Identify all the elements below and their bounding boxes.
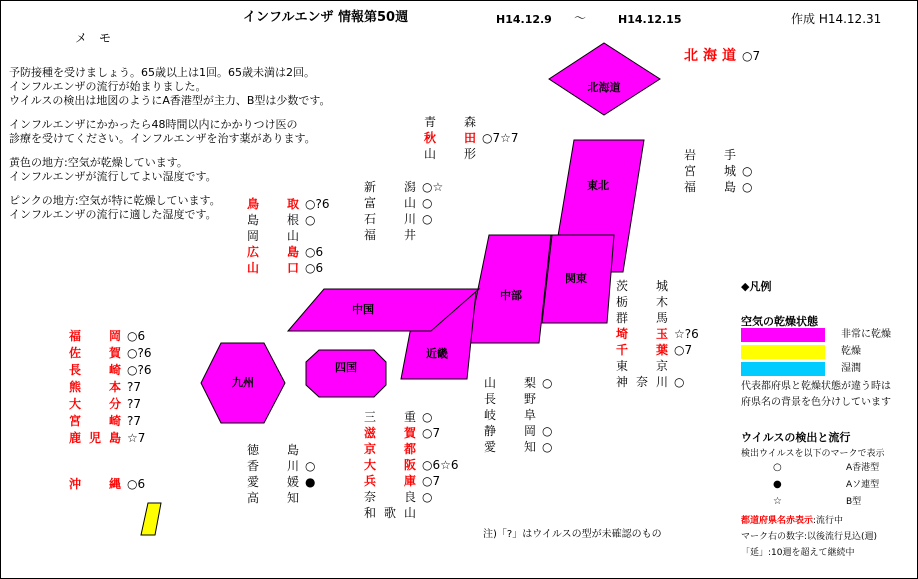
pref-name: 沖 縄 [69, 477, 121, 491]
pref-name: 兵 庫 [364, 474, 416, 488]
pref-row [684, 163, 752, 180]
pref-row [424, 130, 519, 147]
pref-virus-mark: ○7 [742, 49, 761, 63]
legend-red-note [741, 514, 843, 528]
pref-virus-mark: ○6 [127, 477, 146, 491]
pref-row [616, 310, 674, 327]
pref-virus-mark: ○ [742, 180, 753, 194]
pref-name: 静 岡 [484, 424, 536, 438]
pref-row [364, 441, 422, 458]
pref-row [484, 407, 542, 424]
pref-row [484, 391, 542, 408]
pref-virus-mark: ○6 [305, 261, 324, 275]
pref-row [364, 179, 443, 196]
pref-virus-mark: ○6☆6 [422, 458, 459, 472]
pref-row [247, 244, 323, 261]
pref-name: 香 川 [247, 459, 299, 473]
region-kyushu-label: 九州 [232, 376, 254, 389]
pref-name: 岐 阜 [484, 408, 536, 422]
pref-virus-mark: ○☆ [422, 180, 444, 194]
pref-row [616, 326, 699, 343]
pref-name: 長 崎 [69, 363, 121, 377]
region-okinawa-shape[interactable] [141, 503, 161, 535]
created-date: 作成 H14.12.31 [791, 12, 882, 26]
legend-humidity-note-1: 代表都府県と乾燥状態が違う時は [741, 381, 891, 392]
legend-virus-mark: ○ [773, 462, 782, 473]
period-separator: ～ [574, 11, 587, 25]
pref-name: 奈 良 [364, 490, 416, 504]
pref-name: 宮 崎 [69, 414, 121, 428]
pref-row [364, 227, 422, 244]
legend-title: ◆凡例 [741, 280, 772, 293]
pref-row [684, 48, 760, 65]
pref-name: 福 島 [684, 180, 736, 194]
pref-name: 愛 媛 [247, 475, 299, 489]
pref-name: 茨 城 [616, 279, 668, 293]
legend-humidity-swatch [741, 362, 825, 376]
legend-virus-title: ウイルスの検出と流行 [741, 431, 851, 444]
pref-name: 岩 手 [684, 148, 736, 162]
pref-row [69, 328, 145, 345]
legend-cont-note: 「延」:10週を超えて継続中 [741, 548, 855, 558]
pref-name: 鹿児島 [69, 431, 121, 445]
pref-row [424, 146, 482, 163]
pref-virus-mark: ○6 [305, 245, 324, 259]
pref-row [69, 413, 141, 430]
legend-humidity-label: 湿潤 [841, 363, 861, 374]
legend-humidity-swatch [741, 328, 825, 342]
pref-name: 滋 賀 [364, 426, 416, 440]
pref-name: 青 森 [424, 115, 476, 129]
pref-name: 高 知 [247, 491, 299, 505]
region-chugoku-label: 中国 [352, 303, 374, 316]
pref-row [69, 396, 141, 413]
pref-virus-mark: ○ [422, 490, 433, 504]
pref-name: 熊 本 [69, 380, 121, 394]
pref-name: 秋 田 [424, 131, 476, 145]
pref-name: 鳥 取 [247, 197, 299, 211]
pref-row [69, 345, 151, 362]
pref-name: 山 形 [424, 147, 476, 161]
pref-virus-mark: ?7 [127, 414, 142, 428]
pref-name: 北海道 [684, 48, 736, 64]
pref-name: 岡 山 [247, 229, 299, 243]
memo-line: ウイルスの検出は地図のようにA香港型が主力、B型は少数です。 [9, 94, 331, 107]
pref-row [69, 362, 151, 379]
memo-line: インフルエンザの流行に適した湿度です。 [9, 208, 217, 221]
pref-name: 三 重 [364, 410, 416, 424]
legend-virus-label: Aソ連型 [846, 480, 880, 490]
pref-row [364, 195, 432, 212]
pref-name: 徳 島 [247, 443, 299, 457]
pref-row [364, 425, 440, 442]
memo-line: インフルエンザが流行してよい湿度です。 [9, 170, 217, 183]
pref-name: 大 分 [69, 397, 121, 411]
pref-virus-mark: ○7☆7 [482, 131, 519, 145]
memo-line: 予防接種を受けましょう。65歳以上は1回。65歳未満は2回。 [9, 66, 315, 79]
pref-virus-mark: ○ [422, 410, 433, 424]
pref-row [616, 342, 692, 359]
pref-virus-mark: ?7 [127, 380, 142, 394]
pref-row [616, 278, 674, 295]
region-kanto-label: 関東 [565, 272, 587, 285]
memo-line: 黄色の地方:空気が乾燥しています。 [9, 156, 188, 169]
pref-virus-mark: ○ [674, 375, 685, 389]
pref-row [247, 490, 305, 507]
region-chubu-label: 中部 [500, 289, 522, 302]
pref-row [247, 474, 315, 491]
pref-name: 東 京 [616, 359, 668, 373]
pref-name: 福 井 [364, 228, 416, 242]
pref-row [364, 473, 440, 490]
pref-virus-mark: ○ [742, 164, 753, 178]
pref-virus-mark: ○7 [422, 474, 441, 488]
memo-line: ピンクの地方:空気が特に乾燥しています。 [9, 194, 221, 207]
pref-row [247, 442, 305, 459]
pref-virus-mark: ○ [305, 459, 316, 473]
legend-humidity-label: 非常に乾燥 [841, 329, 891, 340]
pref-row [484, 423, 552, 440]
pref-row [616, 294, 674, 311]
legend-num-note: マーク右の数字:以後流行見込(週) [741, 532, 878, 542]
pref-name: 富 山 [364, 196, 416, 210]
memo-line: インフルエンザにかかったら48時間以内にかかりつけ医の [9, 118, 298, 131]
pref-virus-mark: ○?6 [305, 197, 330, 211]
region-hokkaido-shape[interactable] [549, 43, 660, 115]
pref-row [364, 457, 459, 474]
pref-row [616, 358, 674, 375]
period-start: H14.12.9 [496, 13, 552, 26]
pref-row [247, 212, 315, 229]
pref-name: 佐 賀 [69, 346, 121, 360]
legend-humidity-title: 空気の乾燥状態 [741, 315, 818, 328]
pref-row [247, 228, 305, 245]
pref-name: 山 梨 [484, 376, 536, 390]
pref-virus-mark: ○ [542, 424, 553, 438]
pref-name: 栃 木 [616, 295, 668, 309]
pref-name: 大 阪 [364, 458, 416, 472]
region-tohoku-label: 東北 [587, 179, 609, 192]
pref-row [247, 260, 323, 277]
pref-name: 千 葉 [616, 343, 668, 357]
pref-row [247, 458, 315, 475]
pref-virus-mark: ○?6 [127, 346, 152, 360]
legend-humidity-label: 乾燥 [841, 346, 861, 357]
pref-row [364, 211, 432, 228]
pref-name: 山 口 [247, 261, 299, 275]
region-hokkaido-label: 北海道 [587, 81, 621, 94]
memo-title: メ モ [75, 31, 112, 45]
pref-name: 宮 城 [684, 164, 736, 178]
pref-virus-mark: ○ [305, 213, 316, 227]
pref-row [364, 409, 432, 426]
pref-name: 埼 玉 [616, 327, 668, 341]
pref-virus-mark: ?7 [127, 397, 142, 411]
pref-row [484, 375, 552, 392]
pref-virus-mark: ○ [422, 212, 433, 226]
legend-virus-mark: ☆ [773, 496, 782, 507]
pref-name: 新 潟 [364, 180, 416, 194]
pref-row [69, 430, 145, 447]
pref-name: 石 川 [364, 212, 416, 226]
memo-line: 診療を受けてください。インフルエンザを治す薬があります。 [9, 132, 316, 145]
pref-name: 群 馬 [616, 311, 668, 325]
pref-row [684, 147, 742, 164]
pref-row [364, 505, 422, 522]
pref-virus-mark: ○ [542, 376, 553, 390]
pref-row [616, 374, 684, 391]
pref-virus-mark: ○7 [422, 426, 441, 440]
pref-virus-mark: ○ [542, 440, 553, 454]
note-unconfirmed: 注)「?」はウイルスの型が未確認のもの [483, 529, 662, 540]
pref-virus-mark: ○7 [674, 343, 693, 357]
pref-row [684, 179, 752, 196]
pref-name: 島 根 [247, 213, 299, 227]
pref-name: 京 都 [364, 442, 416, 456]
legend-virus-label: A香港型 [846, 463, 880, 473]
legend-virus-mark: ● [773, 479, 782, 490]
legend-red-note-rest: :流行中 [813, 516, 844, 526]
pref-name: 愛 知 [484, 440, 536, 454]
pref-name: 福 岡 [69, 329, 121, 343]
pref-virus-mark: ☆?6 [674, 327, 699, 341]
pref-virus-mark: ☆7 [127, 431, 146, 445]
period-end: H14.12.15 [618, 13, 682, 26]
pref-name: 神奈川 [616, 375, 668, 389]
pref-virus-mark: ○6 [127, 329, 146, 343]
pref-row [424, 114, 482, 131]
legend-humidity-swatch [741, 345, 825, 359]
pref-row [69, 379, 141, 396]
legend-red-note-red: 都道府県名赤表示 [741, 516, 814, 526]
pref-name: 広 島 [247, 245, 299, 259]
report-title: インフルエンザ 情報第50週 [243, 10, 409, 25]
pref-virus-mark: ○?6 [127, 363, 152, 377]
pref-row [247, 196, 329, 213]
legend-virus-label: B型 [846, 497, 862, 507]
region-shikoku-label: 四国 [335, 361, 357, 374]
pref-row [364, 489, 432, 506]
legend-humidity-note-2: 府県名の背景を色分けしています [741, 397, 891, 408]
pref-row [484, 439, 552, 456]
memo-line: インフルエンザの流行が始まりました。 [9, 80, 207, 93]
pref-name: 和歌山 [364, 506, 416, 520]
pref-row [69, 476, 145, 493]
region-kinki-label: 近畿 [426, 347, 448, 360]
legend-virus-desc: 検出ウイルスを以下のマークで表示 [741, 449, 885, 459]
pref-virus-mark: ● [305, 475, 316, 489]
pref-virus-mark: ○ [422, 196, 433, 210]
pref-name: 長 野 [484, 392, 536, 406]
